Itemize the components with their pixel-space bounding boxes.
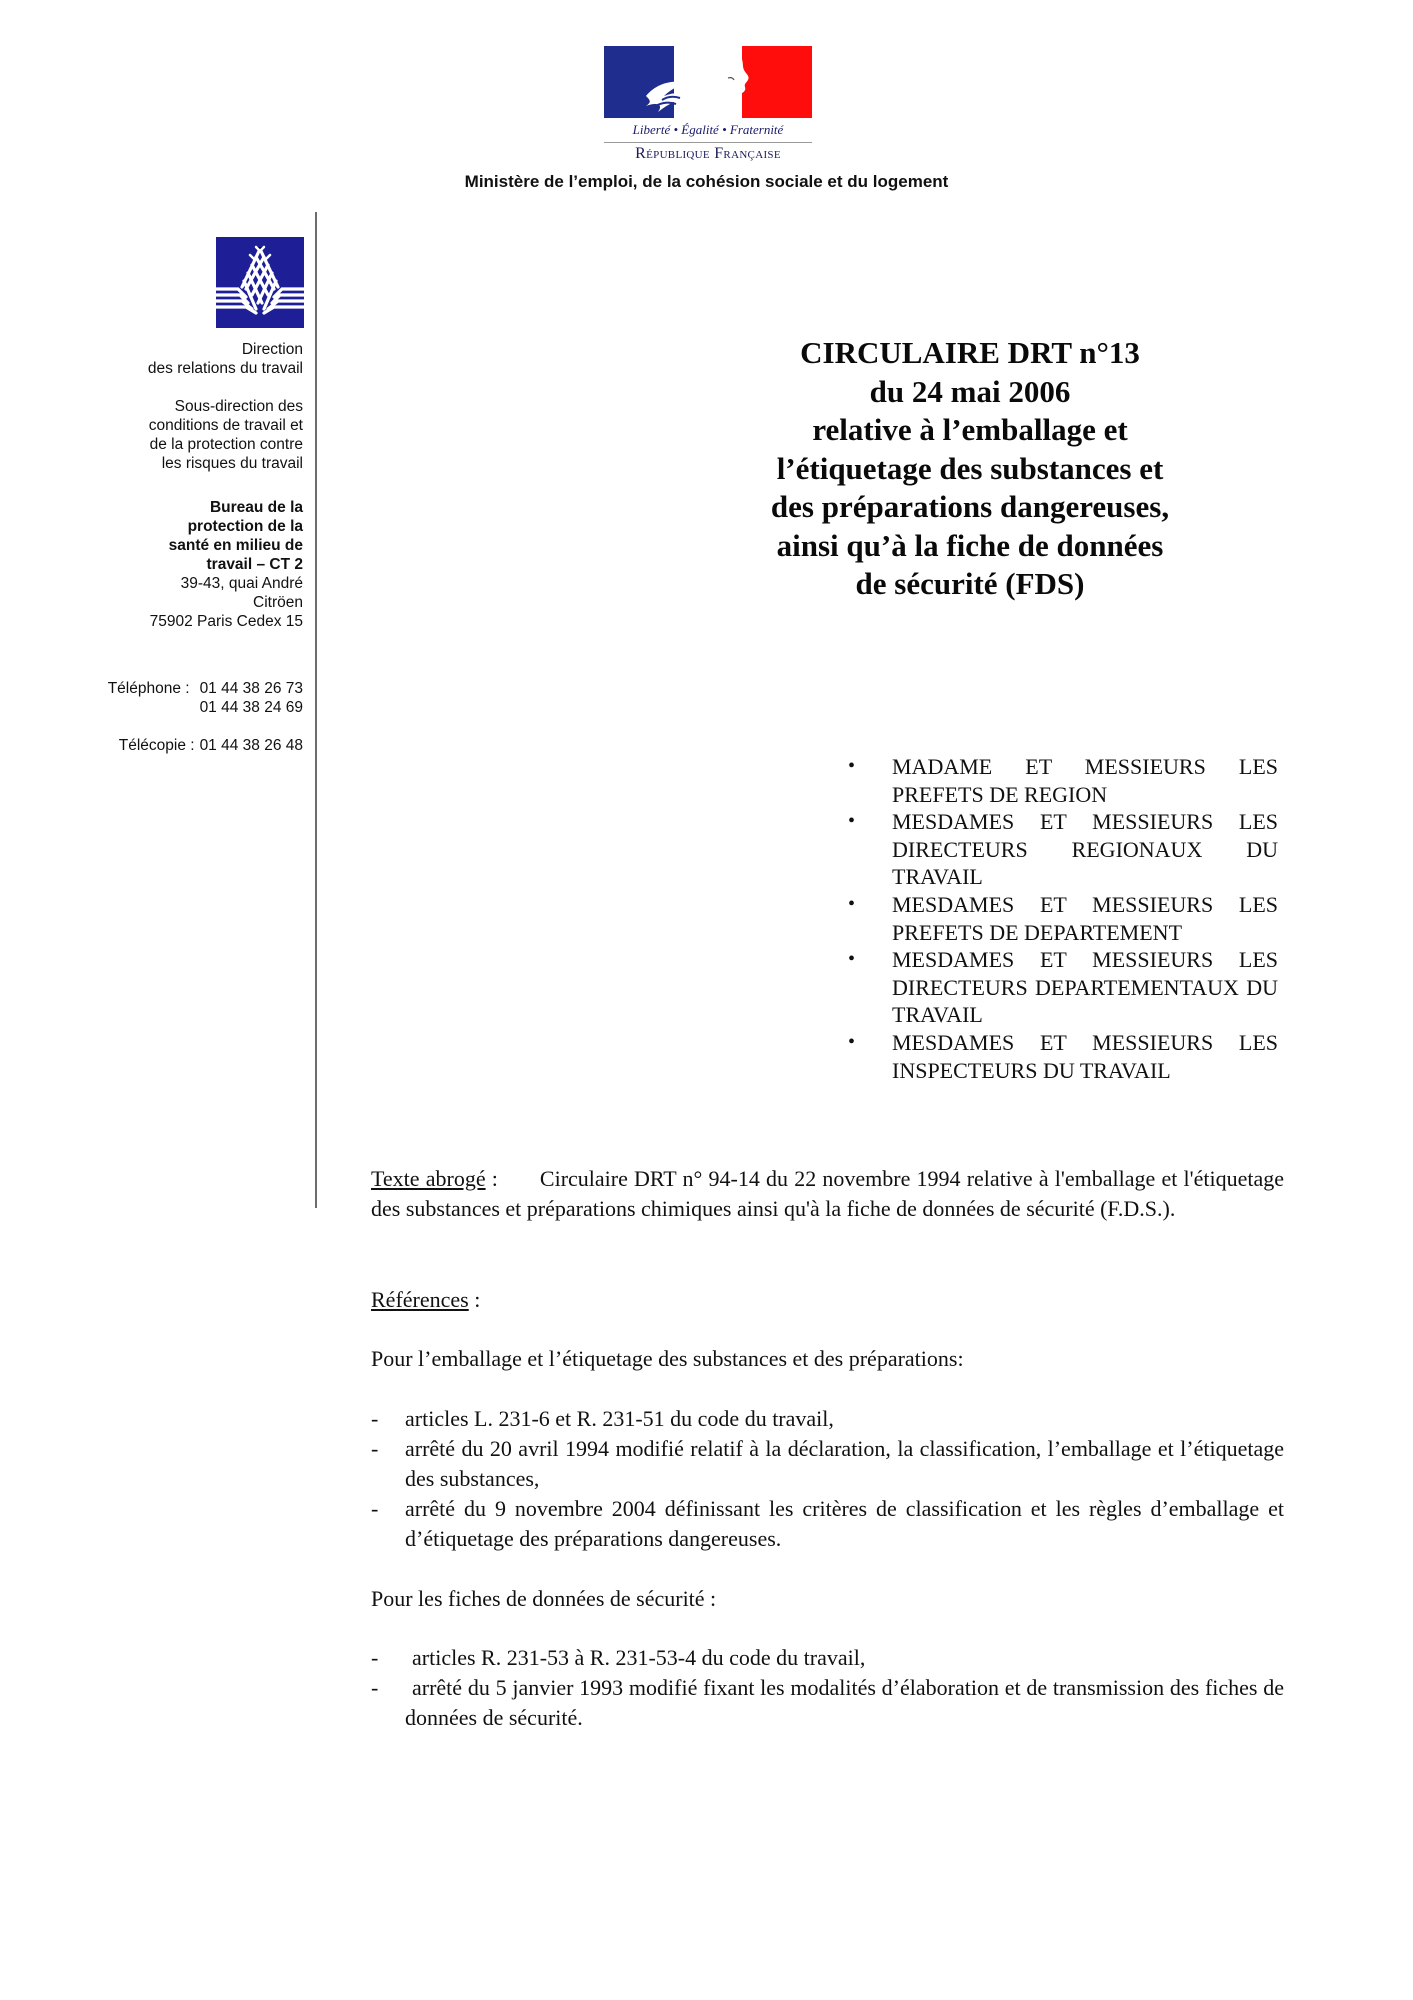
dash-icon: - bbox=[371, 1436, 379, 1461]
telephone-number: 01 44 38 26 73 bbox=[199, 680, 303, 697]
title-line: CIRCULAIRE DRT n°13 bbox=[800, 335, 1140, 370]
address-line: 75902 Paris Cedex 15 bbox=[149, 613, 303, 630]
address-line: 39-43, quai André bbox=[180, 575, 303, 592]
sous-direction-block bbox=[149, 397, 303, 473]
republique-francaise-logo bbox=[604, 46, 812, 170]
title-line: du 24 mai 2006 bbox=[869, 373, 1071, 409]
texte-abroge-text: Circulaire DRT n° 94-14 du 22 novembre 1994 relative à l'emballage et l'étiquetage des substances et préparations chimiques ainsi qu'à la fiche de données de sécurité (F.D.S.). bbox=[371, 1166, 1285, 1221]
title-line: relative à l’emballage et bbox=[812, 412, 1128, 447]
bureau-line: protection de la bbox=[187, 518, 303, 535]
recipient-item bbox=[848, 753, 1278, 808]
fds-intro: Pour les fiches de données de sécurité : bbox=[371, 1586, 717, 1611]
reference-text: arrêté du 5 janvier 1993 modifié fixant les modalités d’élaboration et de transmission des fiches de données de sécurité. bbox=[405, 1675, 1284, 1730]
telecopie-block bbox=[119, 736, 303, 755]
reference-text: arrêté du 20 avril 1994 modifié relatif à la déclaration, la classification, l’emballage et l’étiquetage des substances, bbox=[405, 1436, 1284, 1491]
telephone-block bbox=[108, 679, 303, 717]
republique-francaise-label: République Française bbox=[635, 145, 781, 162]
recipient-text: MESDAMES ET MESSIEURS LES DIRECTEURS REGIONAUX DU TRAVAIL bbox=[892, 809, 1278, 890]
address-line: Citröen bbox=[253, 594, 303, 611]
direction-line: Direction bbox=[241, 341, 303, 358]
recipient-item bbox=[848, 808, 1278, 891]
dash-icon: - bbox=[371, 1645, 379, 1670]
recipient-item bbox=[848, 891, 1278, 946]
marianne-profile-icon bbox=[604, 46, 812, 118]
sous-direction-line: conditions de travail et bbox=[148, 417, 303, 434]
reference-item bbox=[371, 1494, 1284, 1554]
title-line: de sécurité (FDS) bbox=[855, 566, 1085, 601]
sidebar-divider bbox=[315, 212, 317, 1208]
motto-divider bbox=[604, 142, 812, 143]
reference-text: articles L. 231-6 et R. 231-51 du code du travail, bbox=[405, 1406, 834, 1431]
references-colon: : bbox=[468, 1287, 481, 1312]
emballage-references-list bbox=[371, 1404, 1284, 1554]
title-line: des préparations dangereuses, bbox=[770, 489, 1170, 524]
bullet-icon: • bbox=[848, 755, 856, 777]
reference-item bbox=[371, 1434, 1284, 1494]
telecopie-label: Télécopie : bbox=[118, 737, 195, 754]
telephone-label: Téléphone : bbox=[107, 680, 190, 697]
bullet-icon: • bbox=[848, 892, 856, 915]
fds-references-list bbox=[371, 1643, 1284, 1733]
reference-item bbox=[371, 1643, 1284, 1673]
bullet-icon: • bbox=[848, 810, 856, 833]
dash-icon: - bbox=[371, 1496, 379, 1521]
texte-abroge-label: Texte abrogé bbox=[371, 1166, 486, 1191]
bullet-icon: • bbox=[848, 1030, 856, 1053]
recipients-list bbox=[848, 753, 1278, 1084]
title-line: ainsi qu’à la fiche de données bbox=[776, 527, 1164, 563]
reference-text: arrêté du 9 novembre 2004 définissant les critères de classification et les règles d’emballage et d’étiquetage des préparations dangereuses. bbox=[405, 1496, 1284, 1551]
texte-abroge-colon: : bbox=[485, 1166, 498, 1191]
bureau-line: travail – CT 2 bbox=[206, 556, 303, 573]
bureau-block bbox=[150, 498, 303, 631]
recipient-item bbox=[848, 1029, 1278, 1084]
sous-direction-line: de la protection contre bbox=[149, 436, 303, 453]
telecopie-number: 01 44 38 26 48 bbox=[199, 737, 303, 754]
recipient-text: MESDAMES ET MESSIEURS LES DIRECTEURS DEPARTEMENTAUX DU TRAVAIL bbox=[892, 947, 1278, 1028]
bureau-line: santé en milieu de bbox=[168, 537, 303, 554]
direction-block bbox=[148, 340, 303, 378]
reference-item bbox=[371, 1673, 1284, 1733]
references-label: Références bbox=[371, 1287, 469, 1312]
sous-direction-line: les risques du travail bbox=[161, 455, 303, 472]
direction-line: des relations du travail bbox=[147, 360, 303, 377]
dash-icon: - bbox=[371, 1675, 379, 1700]
document-title bbox=[740, 334, 1200, 604]
motto: Liberté • Égalité • Fraternité bbox=[632, 122, 784, 137]
recipient-text: MESDAMES ET MESSIEURS LES INSPECTEURS DU TRAVAIL bbox=[892, 1029, 1278, 1083]
recipient-text: MADAME ET MESSIEURS LES PREFETS DE REGION bbox=[892, 754, 1278, 807]
reference-item bbox=[371, 1404, 1284, 1434]
reference-text: articles R. 231-53 à R. 231-53-4 du code du travail, bbox=[412, 1645, 866, 1670]
references-heading bbox=[371, 1285, 480, 1315]
title-line: l’étiquetage des substances et bbox=[776, 450, 1164, 486]
recipient-text: MESDAMES ET MESSIEURS LES PREFETS DE DEPARTEMENT bbox=[892, 891, 1278, 945]
bullet-icon: • bbox=[848, 948, 856, 971]
telephone-number: 01 44 38 24 69 bbox=[199, 699, 303, 716]
ministry-name: Ministère de l’emploi, de la cohésion sociale et du logement bbox=[464, 172, 949, 191]
texte-abroge-paragraph bbox=[371, 1164, 1284, 1224]
recipient-item bbox=[848, 946, 1278, 1029]
emballage-intro: Pour l’emballage et l’étiquetage des substances et des préparations: bbox=[371, 1346, 964, 1371]
marianne-logo-icon bbox=[604, 46, 812, 118]
direction-relations-travail-logo-icon bbox=[216, 237, 304, 328]
dash-icon: - bbox=[371, 1406, 379, 1431]
bureau-line: Bureau de la bbox=[209, 499, 303, 516]
sous-direction-line: Sous-direction des bbox=[174, 398, 303, 415]
